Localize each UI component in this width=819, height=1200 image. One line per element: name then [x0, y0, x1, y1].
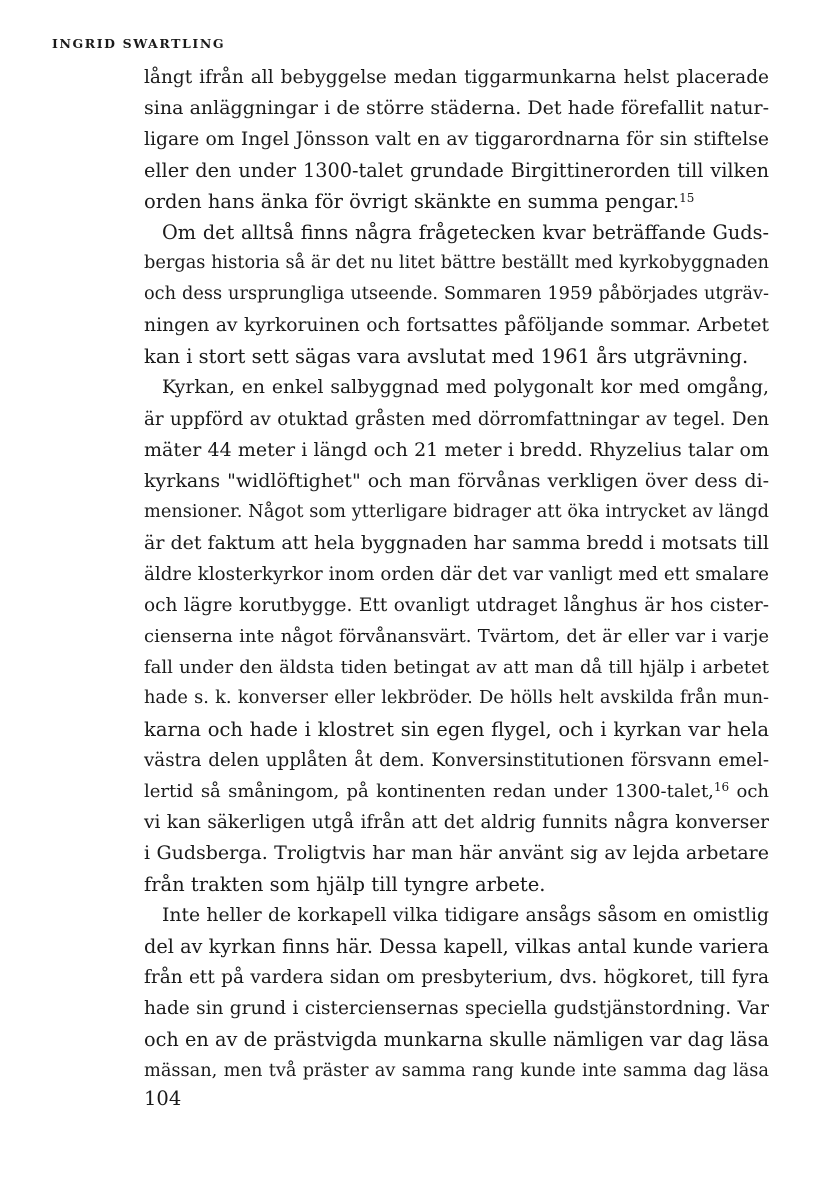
footnote-reference: 16 [713, 780, 730, 795]
line-text: bergas historia så är det nu litet bättre beställt med kyrkobyggnaden [144, 253, 769, 274]
text-line [144, 528, 769, 559]
text-line [144, 248, 769, 279]
line-text: hade sin grund i cisterciensernas speciella gudstjänstordning. Var [144, 998, 769, 1020]
text-line [144, 186, 769, 217]
text-line [144, 404, 769, 435]
text-line [144, 279, 769, 310]
line-text: kyrkans "widlöftighet" och man förvånas verkligen över dess di- [144, 469, 769, 492]
text-line [144, 683, 769, 714]
text-line [144, 466, 769, 497]
line-text: och lägre korutbygge. Ett ovanligt utdraget långhus är hos cister- [144, 594, 769, 616]
running-head: INGRID SWARTLING [52, 36, 226, 51]
text-line [144, 372, 769, 403]
line-text: eller den under 1300-talet grundade Birgittinerorden till vilken [144, 159, 769, 183]
line-text: Om det alltså finns några frågetecken kvar beträffande Guds- [162, 221, 769, 245]
text-line [144, 435, 769, 466]
text-line [144, 1056, 769, 1087]
text-line [144, 807, 769, 838]
text-line [144, 341, 769, 372]
text-line [144, 155, 769, 186]
text-line [144, 714, 769, 745]
text-line [144, 838, 769, 869]
line-text: västra delen upplåten åt dem. Konversinstitutionen försvann emel- [144, 750, 769, 772]
footnote-reference: 15 [679, 191, 695, 206]
line-text: från trakten som hjälp till tyngre arbete. [144, 873, 546, 897]
line-text: sina anläggningar i de större städerna. Det hade förefallit natur- [144, 97, 769, 120]
line-text: från ett på vardera sidan om presbyterium, dvs. högkoret, till fyra [144, 967, 769, 989]
line-text: fall under den äldsta tiden betingat av att man då till hjälp i arbetet [144, 656, 769, 678]
text-line [144, 745, 769, 776]
line-text-continued: och [729, 781, 769, 803]
text-line [144, 124, 769, 155]
text-line [144, 1024, 769, 1055]
text-line [144, 497, 769, 528]
line-text: hade s. k. konverser eller lekbröder. De hölls helt avskilda från mun- [144, 687, 769, 708]
line-text: är uppförd av otuktad gråsten med dörromfattningar av tegel. Den [144, 408, 769, 430]
line-text: ligare om Ingel Jönsson valt en av tiggarordnarna för sin stiftelse [144, 129, 769, 151]
text-line [144, 652, 769, 683]
line-text: ningen av kyrkoruinen och fortsattes påföljande sommar. Arbetet [144, 315, 769, 337]
line-text: mensioner. Något som ytterligare bidrager att öka intrycket av längd [144, 501, 769, 522]
text-line [144, 559, 769, 590]
text-line [144, 621, 769, 652]
line-text: är det faktum att hela byggnaden har samma bredd i motsats till [144, 531, 769, 554]
text-line [144, 869, 769, 900]
text-line [144, 310, 769, 341]
line-text: långt ifrån all bebyggelse medan tiggarmunkarna helst placerade [144, 67, 769, 88]
text-line [144, 776, 769, 807]
text-line [144, 931, 769, 962]
line-text: Inte heller de korkapell vilka tidigare ansågs såsom en omistlig [162, 905, 769, 927]
line-text: cienserna inte något förvånansvärt. Tvärtom, det är eller var i varje [144, 625, 769, 647]
line-text: mäter 44 meter i längd och 21 meter i bredd. Rhyzelius talar om [144, 438, 769, 461]
text-line [144, 62, 769, 93]
page-number: 104 [144, 1087, 182, 1110]
line-text: kan i stort sett sägas vara avslutat med 1961 års utgrävning. [144, 345, 749, 369]
line-text: vi kan säkerligen utgå ifrån att det aldrig funnits några konverser [144, 812, 769, 834]
line-text: i Gudsberga. Troligtvis har man här använt sig av lejda arbetare [144, 842, 769, 865]
text-line [144, 900, 769, 931]
line-text: mässan, men två präster av samma rang kunde inte samma dag läsa [144, 1060, 769, 1081]
line-text: äldre klosterkyrkor inom orden där det var vanligt med ett smalare [144, 563, 769, 585]
line-text: del av kyrkan finns här. Dessa kapell, vilkas antal kunde variera [144, 935, 769, 959]
line-text: lertid så småningom, på kontinenten redan under 1300-talet, [144, 781, 714, 803]
line-text: orden hans änka för övrigt skänkte en summa pengar. [144, 190, 680, 214]
line-text: karna och hade i klostret sin egen flygel, och i kyrkan var hela [144, 717, 769, 741]
line-text: Kyrkan, en enkel salbyggnad med polygonalt kor med omgång, [162, 377, 769, 399]
line-text: och en av de prästvigda munkarna skulle nämligen var dag läsa [144, 1028, 769, 1052]
line-text: och dess ursprungliga utseende. Sommaren 1959 påbörjades utgräv- [144, 284, 769, 305]
text-line [144, 590, 769, 621]
text-line [144, 93, 769, 124]
text-line [144, 993, 769, 1024]
text-line [144, 962, 769, 993]
body-text [144, 62, 769, 1087]
text-line [144, 217, 769, 248]
